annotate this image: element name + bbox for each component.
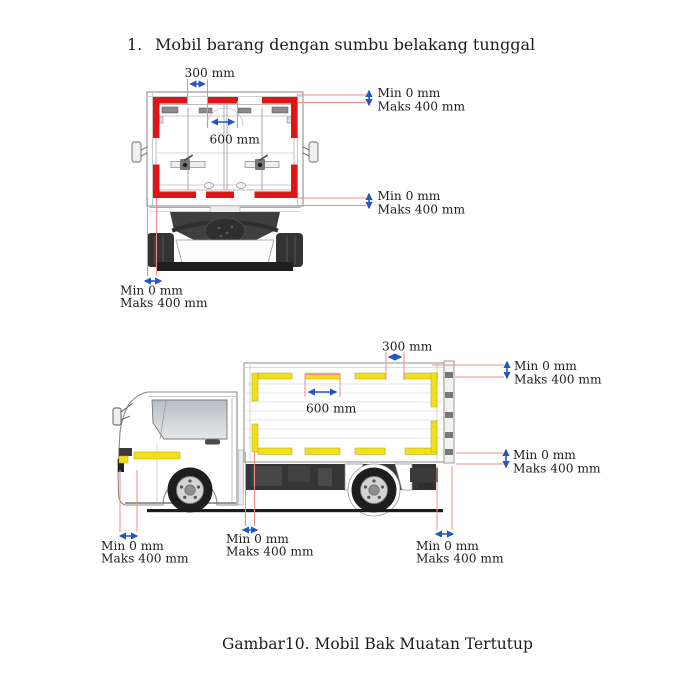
- rear-chassis: [147, 206, 303, 271]
- ground-line: [147, 509, 443, 512]
- dim-label-maks: Maks 400 mm: [226, 544, 314, 559]
- door-handle: [205, 440, 220, 445]
- dim-label-min: Min 0 mm: [101, 539, 164, 553]
- dim-label-maks: Maks 400 mm: [513, 461, 601, 476]
- side-view-figure: [90, 335, 600, 575]
- truck-side-drawing: [113, 361, 454, 516]
- dim-label-maks: Maks 400 mm: [514, 372, 602, 387]
- dim-label-min: Min 0 mm: [377, 86, 441, 100]
- dim-label-min: Min 0 mm: [513, 448, 576, 462]
- dim-label-maks: Maks 400 mm: [416, 551, 504, 566]
- dim-label-maks: Maks 400 mm: [377, 99, 466, 114]
- dim-label-300mm: 300 mm: [382, 339, 433, 354]
- heading-number: 1.: [127, 35, 143, 54]
- side-chassis: [246, 464, 438, 516]
- dim-label-300mm: 300 mm: [184, 66, 235, 80]
- rear-view-figure: [95, 55, 465, 320]
- headlight: [119, 448, 132, 456]
- dim-label-600mm: 600 mm: [209, 132, 260, 147]
- truck-rear-drawing: [132, 92, 318, 271]
- dim-label-min: Min 0 mm: [377, 189, 441, 203]
- dim-label-maks: Maks 400 mm: [120, 296, 208, 310]
- figure-caption: Gambar10. Mobil Bak Muatan Tertutup: [222, 635, 533, 653]
- front-wheel: [168, 468, 213, 513]
- dim-label-maks: Maks 400 mm: [377, 202, 466, 217]
- dim-label-min: Min 0 mm: [120, 283, 183, 298]
- heading-text: Mobil barang dengan sumbu belakang tunggal: [155, 35, 536, 54]
- rear-wheel: [352, 468, 397, 513]
- section-heading: [127, 35, 535, 54]
- dim-label-min: Min 0 mm: [416, 539, 479, 553]
- dim-label-min: Min 0 mm: [226, 532, 289, 546]
- dim-label-600mm: 600 mm: [306, 401, 357, 416]
- dim-label-maks: Maks 400 mm: [101, 551, 189, 566]
- dim-label-min: Min 0 mm: [514, 359, 577, 373]
